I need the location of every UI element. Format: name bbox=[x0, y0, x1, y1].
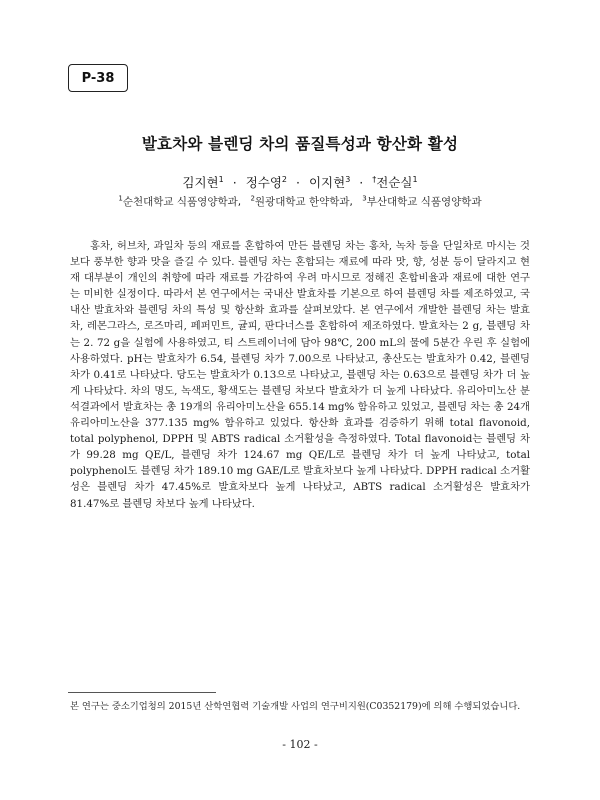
affiliation-list bbox=[0, 194, 600, 209]
page-number: - 102 - bbox=[282, 738, 318, 751]
affiliation-mark: 1 bbox=[118, 194, 123, 203]
footnote-divider bbox=[68, 692, 216, 693]
paper-title: 발효차와 블렌딩 차의 품질특성과 항산화 활성 bbox=[141, 135, 459, 153]
author-separator: · bbox=[359, 175, 364, 190]
author-separator: · bbox=[296, 175, 300, 190]
affiliation-text: 원광대학교 한약학과, bbox=[254, 196, 353, 208]
abstract-body: 홍차, 허브차, 과일차 등의 재료를 혼합하여 만든 블렌딩 차는 홍차, 녹차 등을 단일차로 마시는 것보다 풍부한 향과 맛을 즐길 수 있다. 블렌딩 차는 혼합되는 재료에 따라 맛, 향, 성분 등이 달라지고 현재 대부분이 개인의 취향에 따라 재료를 가감하여 우려 마시므로 정해진 혼합비율과 재료에 대한 연구는 미비한 실정이다. 따라서 본 연구에서는 국내산 발효차를 기본으로 하여 블렌딩 차를 제조하였고, 국내산 발효차와 블렌딩 차의 특성 및 항산화 효과를 살펴보았다. 본 연구에서 개발한 블렌딩 차는 발효차, 레몬그라스, 로즈마리, 페퍼민트, 귤피, 판다너스를 혼합하여 제조하였다. 발효차는 2 g, 블렌딩 차는 2. 72 g을 실험에 사용하였고, 티 스트레이너에 담아 98℃, 200 mL의 물에 5분간 우린 후 실험에 사용하였다. pH는 발효차가 6.54, 블렌딩 차가 7.00으로 나타났고, 총산도는 발효차가 0.42, 블렌딩 차가 0.41로 나타났다. 당도는 발효차가 0.13으로 나타났고, 블렌딩 차는 0.63으로 블렌딩 차가 더 높게 나타났다. 차의 명도, 녹색도, 황색도는 블렌딩 차보다 발효차가 더 높게 나타났다. 유리아미노산 분석결과에서 발효차는 총 19개의 유리아미노산을 655.14 mg% 함유하고 있었고, 블렌딩 차는 총 24개 유리아미노산을 377.135 mg% 함유하고 있었다. 항산화 효과를 검증하기 위해 total flavonoid, total polyphenol, DPPH 및 ABTS radical 소거활성을 측정하였다. Total flavonoid는 블렌딩 차가 99.28 mg QE/L, 블렌딩 차가 124.67 mg QE/L로 블렌딩 차가 더 높게 나타났고, total polyphenol도 블렌딩 차가 189.10 mg GAE/L로 발효차보다 높게 나타났다. DPPH radical 소거활성은 블렌딩 차가 47.45%로 발효차보다 높게 나타났고, ABTS radical 소거활성은 발효차가 81.47%로 블렌딩 차보다 높게 나타났다. bbox=[70, 240, 530, 510]
funding-footnote: 본 연구는 중소기업청의 2015년 산학연협력 기술개발 사업의 연구비지원(C0352179)에 의해 수행되었습니다. bbox=[70, 701, 521, 712]
author-affiliation-mark: 1 bbox=[412, 174, 418, 184]
author-separator: · bbox=[232, 175, 237, 190]
author-name: 전순실 bbox=[376, 175, 413, 190]
author-affiliation-mark: 2 bbox=[281, 174, 288, 184]
affiliation-text: 부산대학교 식품영양학과 bbox=[366, 196, 482, 208]
author-name: 이지현 bbox=[308, 175, 346, 190]
poster-number-badge: P-38 bbox=[68, 64, 128, 92]
author-list bbox=[0, 173, 600, 191]
affiliation-text: 순천대학교 식품영양학과, bbox=[122, 196, 242, 208]
author-affiliation-mark: 3 bbox=[345, 174, 351, 184]
author-affiliation-mark: 1 bbox=[218, 174, 224, 184]
affiliation-mark: 3 bbox=[362, 194, 367, 203]
author-name: 김지현 bbox=[182, 175, 219, 190]
affiliation-mark: 2 bbox=[250, 194, 255, 203]
author-name: 정수영 bbox=[245, 175, 282, 190]
corresponding-author-mark: † bbox=[372, 174, 377, 184]
